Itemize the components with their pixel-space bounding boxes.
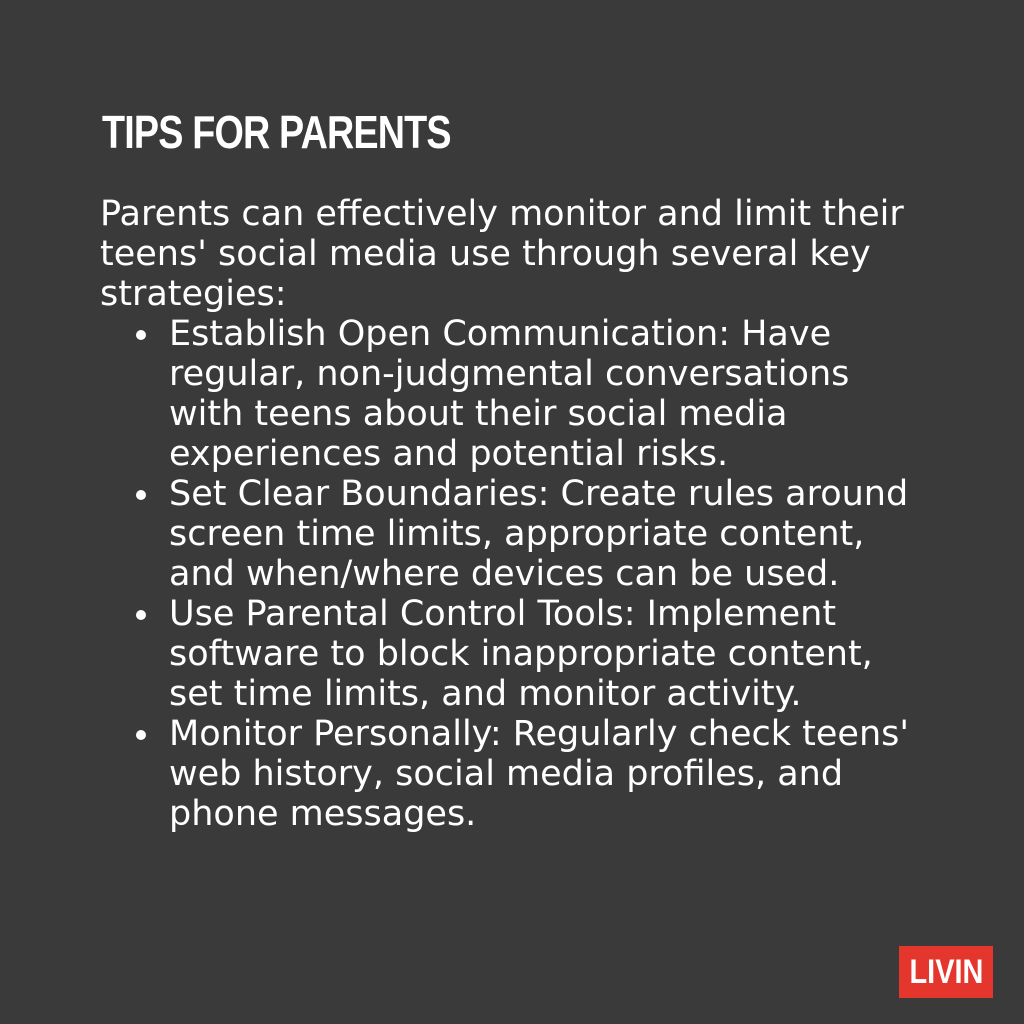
tip-text: Establish Open Communication: Have regular, non-judgmental conversations with teens about their social media experiences and potential risks. — [169, 314, 850, 474]
tip-text: Use Parental Control Tools: Implement software to block inappropriate content, set time limits, and monitor activity. — [169, 594, 873, 714]
bullet-icon — [136, 730, 146, 740]
list-item — [132, 474, 922, 594]
list-item — [132, 314, 922, 474]
tips-list — [132, 314, 922, 834]
list-item — [132, 714, 922, 834]
list-item — [132, 594, 922, 714]
intro-paragraph: Parents can effectively monitor and limit their teens' social media use through several key strategies: — [100, 194, 904, 314]
logo-text: LIVIN — [909, 952, 983, 991]
livin-logo — [899, 946, 993, 998]
tip-text: Set Clear Boundaries: Create rules around screen time limits, appropriate content, and when/where devices can be used. — [169, 474, 909, 594]
page-title: TIPS FOR PARENTS — [102, 106, 451, 158]
bullet-icon — [136, 330, 146, 340]
bullet-icon — [136, 490, 146, 500]
tip-text: Monitor Personally: Regularly check teens' web history, social media profiles, and phone messages. — [169, 714, 909, 834]
bullet-icon — [136, 610, 146, 620]
